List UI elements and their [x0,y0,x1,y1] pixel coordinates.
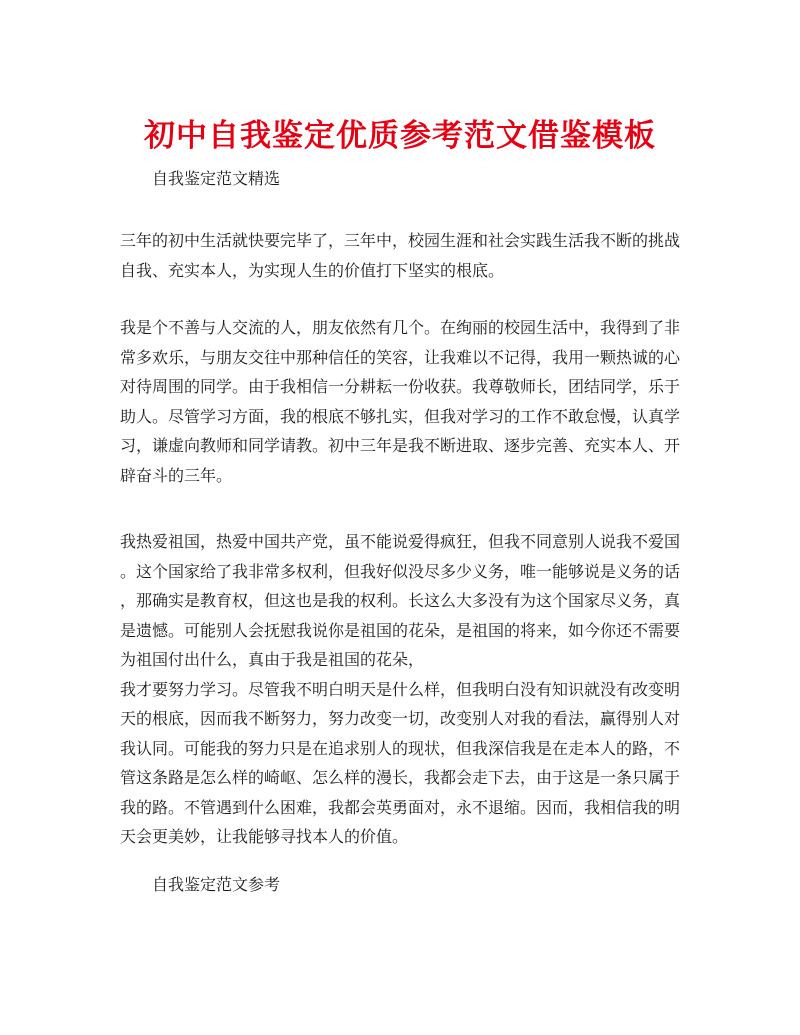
text-line: 我才要努力学习。尽管我不明白明天是什么样，但我明白没有知识就没有改变明 [120,679,681,699]
text-line: 我是个不善与人交流的人，朋友依然有几个。在绚丽的校园生活中，我得到了非 [120,318,681,337]
text-line: ，那确实是教育权，但这也是我的权利。长这么大多没有为这个国家尽义务，真 [120,591,681,610]
page-title: 初中自我鉴定优质参考范文借鉴模板 [144,118,656,154]
subheading-selected-samples: 自我鉴定范文精选 [152,169,281,188]
text-line: 天的根底，因而我不断努力，努力改变一切，改变别人对我的看法，赢得别人对 [120,709,681,728]
paragraph-1 [120,226,680,285]
text-line: 。这个国家给了我非常多权利，但我好似没尽多少义务，唯一能够说是义务的话 [120,561,681,581]
text-line: 助人。尽管学习方面，我的根底不够扎实，但我对学习的工作不敢怠慢，认真学 [120,406,681,426]
text-line: 我认同。可能我的努力只是在追求别人的现状，但我深信我是在走本人的路，不 [120,738,681,758]
text-line: 我的路。不管遇到什么困难，我都会英勇面对，永不退缩。因而，我相信我的明 [120,797,681,817]
text-line: 我热爱祖国，热爱中国共产党，虽不能说爱得疯狂，但我不同意别人说我不爱国 [120,532,681,551]
text-line: 是遗憾。可能别人会抚慰我说你是祖国的花朵，是祖国的将来，如今你还不需要 [120,620,681,640]
text-line: 常多欢乐，与朋友交往中那种信任的笑容，让我难以不记得，我用一颗热诚的心 [120,347,681,367]
subheading-reference-samples: 自我鉴定范文参考 [152,875,281,894]
text-line: 管这条路是怎么样的崎岖、怎么样的漫长，我都会走下去，由于这是一条只属于 [120,768,681,787]
text-line: 三年的初中生活就快要完毕了，三年中，校园生涯和社会实践生活我不断的挑战 [120,231,681,250]
text-line: 习，谦虚向教师和同学请教。初中三年是我不断进取、逐步完善、充实本人、开 [120,436,681,455]
text-line: 自我、充实本人，为实现人生的价值打下坚实的根底。 [120,260,505,280]
text-line: 对待周围的同学。由于我相信一分耕耘一份收获。我尊敬师长，团结同学，乐于 [120,377,681,396]
text-line: 为祖国付出什么，真由于我是祖国的花朵， [120,650,425,669]
text-line: 辟奋斗的三年。 [120,465,233,485]
text-line: 天会更美妙，让我能够寻找本人的价值。 [120,827,409,846]
paragraph-3 [120,527,680,852]
paragraph-2 [120,313,680,490]
